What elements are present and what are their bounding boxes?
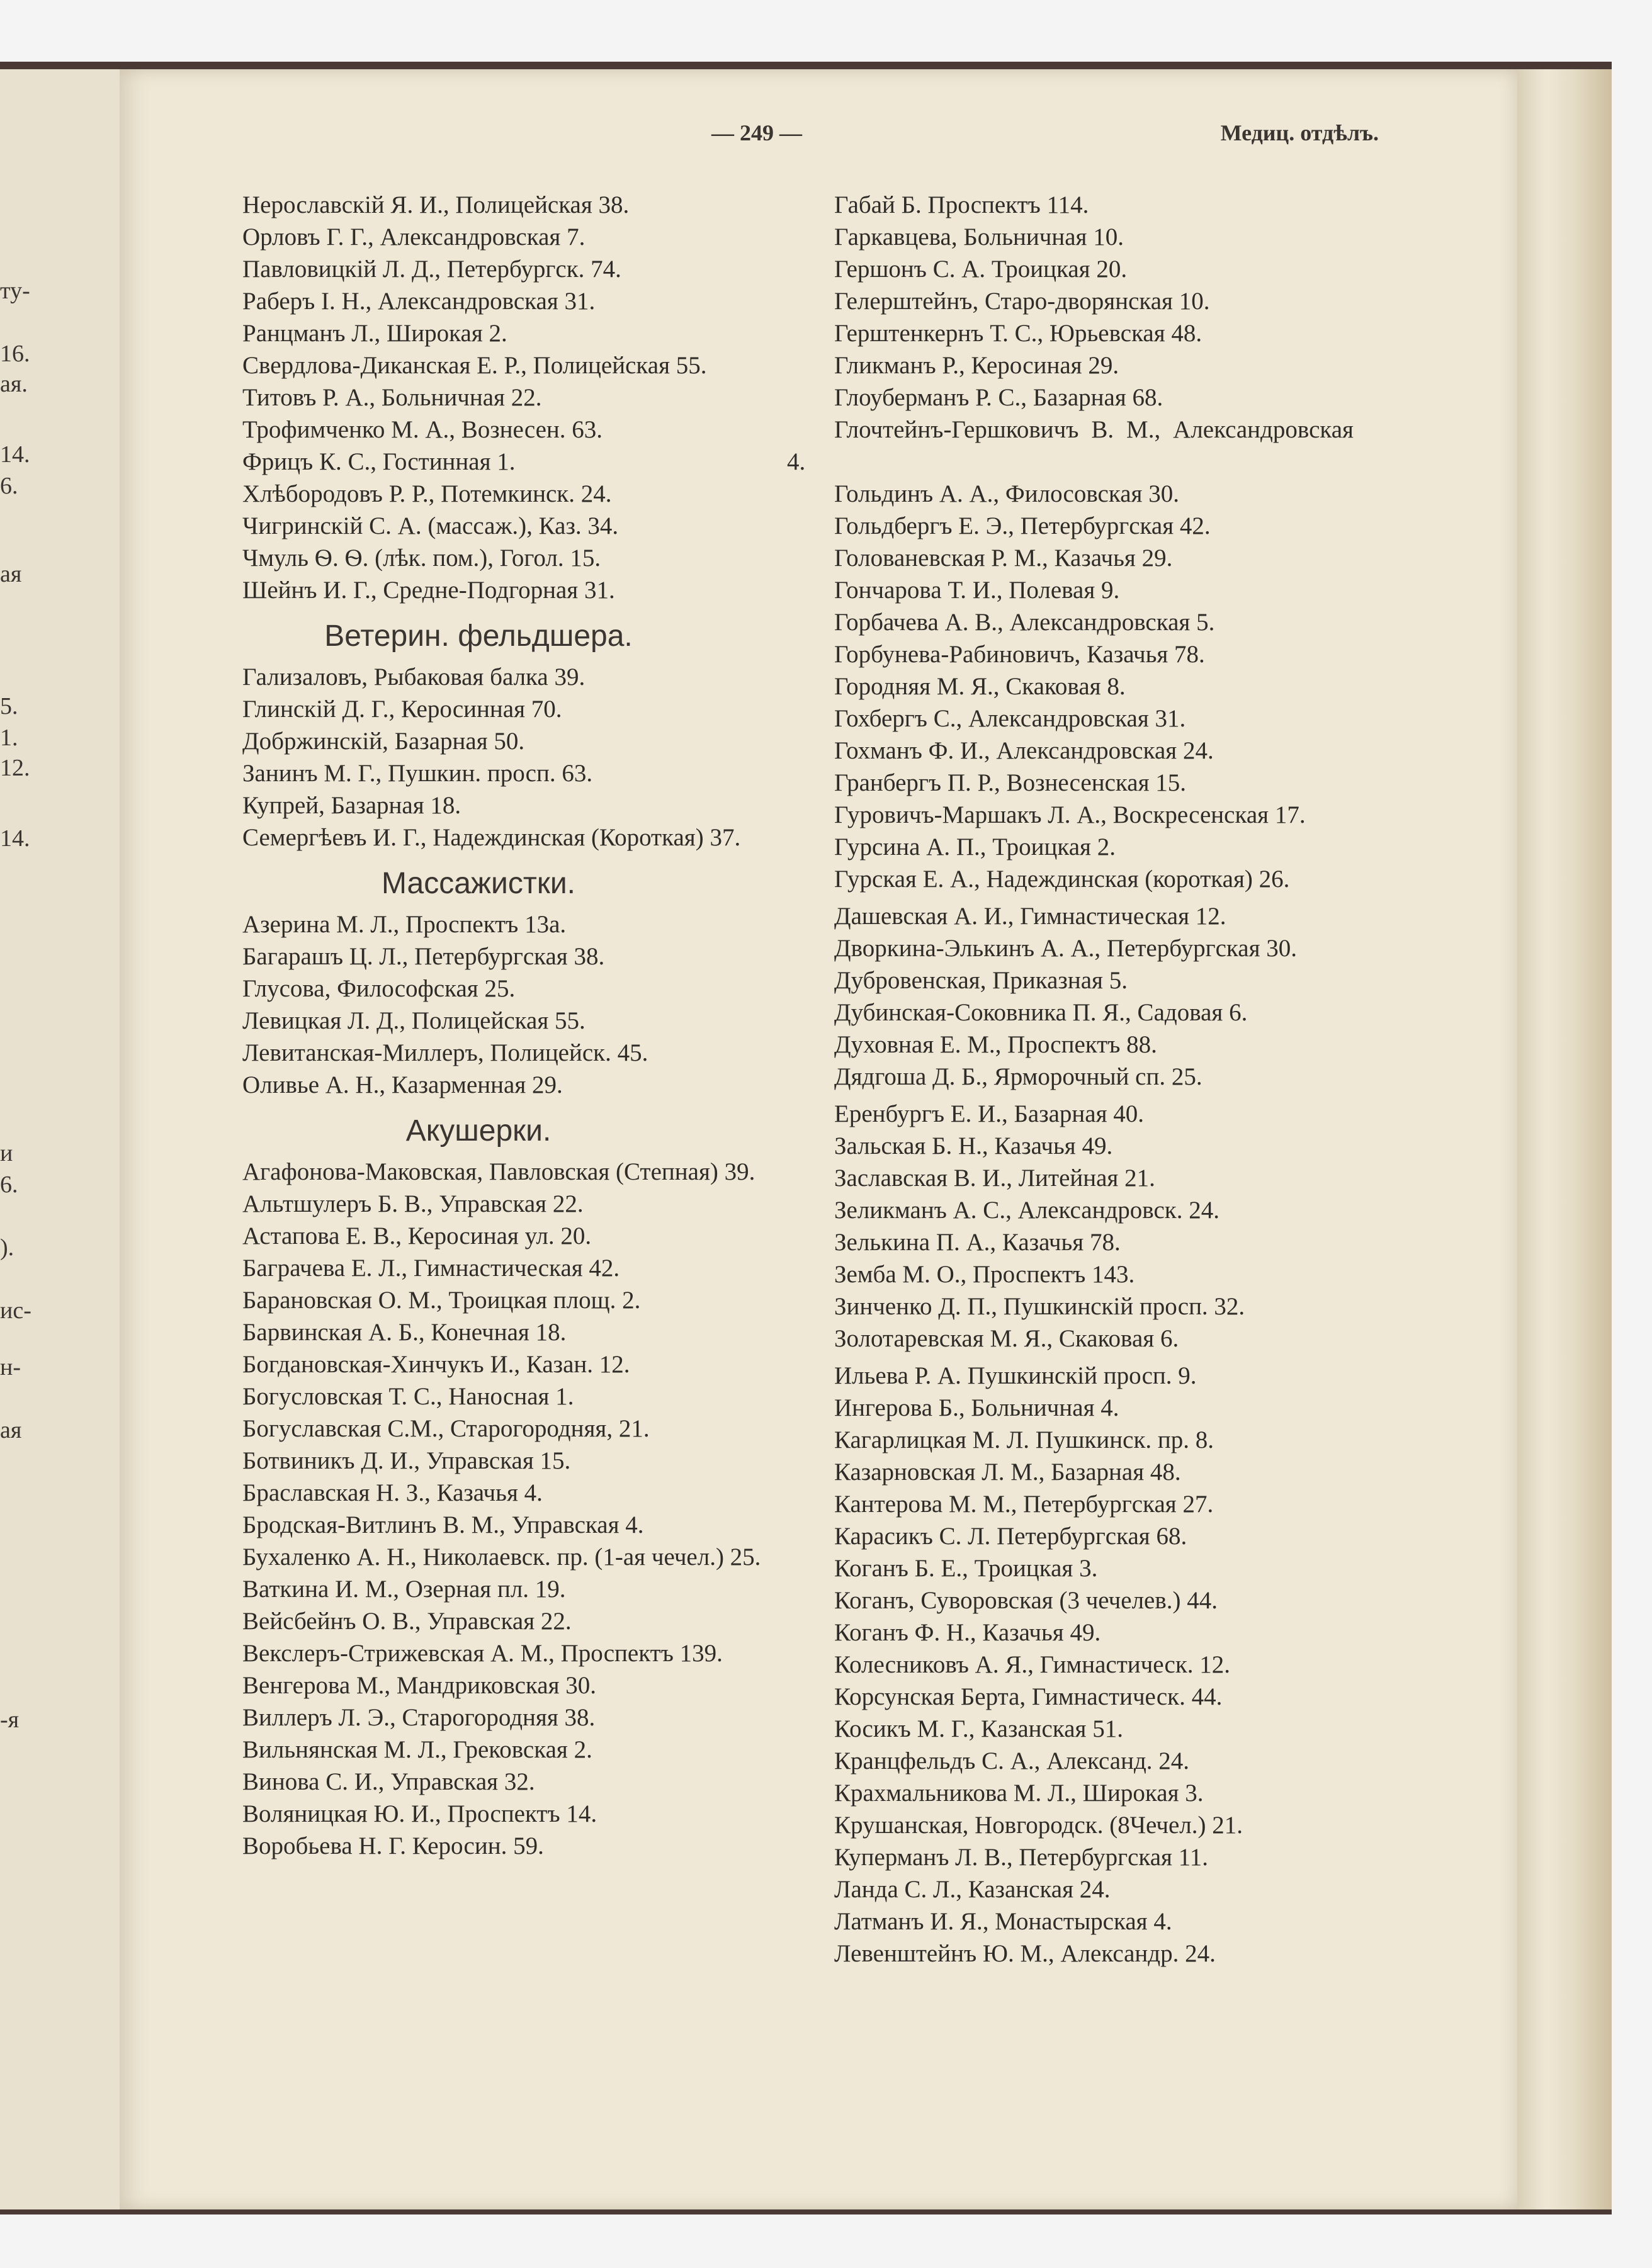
margin-fragment: ис- <box>0 1297 31 1324</box>
page-block-edge <box>1517 69 1612 2209</box>
entry-list <box>195 661 762 854</box>
directory-entry: Дворкина-Элькинъ А. А., Петербургская 30. <box>834 935 1298 962</box>
directory-entry: Гелерштейнъ, Старо-дворянская 10. <box>834 288 1210 315</box>
directory-entry: Корсунская Берта, Гимнастическ. 44. <box>834 1683 1223 1710</box>
entry-list <box>195 908 762 1101</box>
group-gap <box>787 1093 1354 1098</box>
directory-entry: Коганъ, Суворовская (3 чечелев.) 44. <box>834 1587 1218 1614</box>
directory-entry: Агафонова-Маковская, Павловская (Степная) 39. <box>242 1158 755 1185</box>
directory-entry: Зелькина П. А., Казачья 78. <box>834 1229 1121 1256</box>
margin-fragment: 1. <box>0 725 18 751</box>
directory-entry: Ингерова Б., Больничная 4. <box>834 1394 1119 1421</box>
directory-entry: Браславская Н. З., Казачья 4. <box>242 1479 543 1506</box>
directory-entry: Гохбергъ С., Александровская 31. <box>834 705 1186 732</box>
directory-entry: Багарашъ Ц. Л., Петербургская 38. <box>242 943 605 970</box>
entry-list <box>787 900 1354 1093</box>
directory-entry: Габай Б. Проспектъ 114. <box>834 191 1089 218</box>
directory-entry: Глусова, Философская 25. <box>242 975 516 1002</box>
directory-entry: Гохманъ Ф. И., Александровская 24. <box>834 737 1214 764</box>
directory-entry: Орловъ Г. Г., Александровская 7. <box>242 223 586 251</box>
directory-entry: Гранбергъ П. Р., Вознесенская 15. <box>834 769 1187 796</box>
directory-entry: Зальская Б. Н., Казачья 49. <box>834 1132 1113 1159</box>
margin-fragment: 5. <box>0 693 18 719</box>
page-header <box>120 120 1517 157</box>
directory-entry: Гурсина А. П., Троицкая 2. <box>834 833 1116 860</box>
directory-entry: Кранцфельдъ С. А., Александ. 24. <box>834 1747 1190 1774</box>
directory-entry: Бродская-Витлинъ В. М., Управская 4. <box>242 1511 644 1538</box>
section-heading-midwives: Акушерки. <box>405 1114 552 1148</box>
directory-entry: Латманъ И. Я., Монастырская 4. <box>834 1908 1172 1935</box>
directory-entry: Городняя М. Я., Скаковая 8. <box>834 673 1126 700</box>
directory-entry: Воробьева Н. Г. Керосин. 59. <box>242 1832 544 1859</box>
entry-list <box>195 1156 762 1862</box>
directory-entry: Голованевская Р. М., Казачья 29. <box>834 544 1173 572</box>
entry-list <box>787 1098 1354 1355</box>
margin-fragment: ). <box>0 1234 14 1261</box>
directory-entry: Вильнянская М. Л., Грековская 2. <box>242 1736 592 1763</box>
directory-entry: Земба М. О., Проспектъ 143. <box>834 1261 1135 1288</box>
directory-entry: Титовъ Р. А., Больничная 22. <box>242 384 542 411</box>
margin-fragment: 16. <box>0 341 30 367</box>
directory-entry: Чмуль Ѳ. Ѳ. (лѣк. пом.), Гогол. 15. <box>242 544 601 572</box>
margin-fragment: ая. <box>0 371 28 397</box>
directory-entry: Шейнъ И. Г., Средне-Подгорная 31. <box>242 577 615 604</box>
section-heading-vet: Ветерин. фельдшера. <box>324 619 633 653</box>
directory-entry: Добржинскій, Базарная 50. <box>242 728 525 755</box>
book-page <box>120 69 1517 2209</box>
directory-entry: Герштенкернъ Т. С., Юрьевская 48. <box>834 320 1202 347</box>
page-number: — 249 — <box>711 120 802 145</box>
directory-entry: Глоуберманъ Р. С., Базарная 68. <box>834 384 1163 411</box>
directory-entry: Венгерова М., Мандриковская 30. <box>242 1672 597 1699</box>
directory-entry: Левитанская-Миллеръ, Полицейск. 45. <box>242 1039 648 1066</box>
directory-entry: Векслеръ-Стрижевская А. М., Проспектъ 139. <box>242 1640 723 1667</box>
directory-entry: Куперманъ Л. В., Петербургская 11. <box>834 1844 1209 1871</box>
directory-entry: Винова С. И., Управская 32. <box>242 1768 535 1795</box>
directory-entry: Нерославскій Я. И., Полицейская 38. <box>242 191 630 218</box>
directory-entry: Гершонъ С. А. Троицкая 20. <box>834 256 1128 283</box>
margin-fragment: и <box>0 1140 13 1166</box>
margin-fragment: 6. <box>0 473 18 499</box>
directory-entry: Вейсбейнъ О. В., Управская 22. <box>242 1608 572 1635</box>
margin-fragment: ая <box>0 1417 22 1443</box>
directory-entry: Занинъ М. Г., Пушкин. просп. 63. <box>242 760 593 787</box>
directory-entry: Гуровичъ-Маршакъ Л. А., Воскресенская 17. <box>834 801 1306 828</box>
margin-fragment: 12. <box>0 755 30 781</box>
directory-entry: Духовная Е. М., Проспектъ 88. <box>834 1031 1157 1058</box>
section-title: Медиц. отдѣлъ. <box>1220 120 1379 145</box>
directory-entry: Чигринскій С. А. (массаж.), Каз. 34. <box>242 512 619 539</box>
entry-list <box>787 189 1354 895</box>
group-gap <box>787 1355 1354 1360</box>
directory-entry: Левенштейнъ Ю. М., Александр. 24. <box>834 1940 1216 1967</box>
group-gap <box>787 895 1354 900</box>
directory-entry: Дубинская-Соковника П. Я., Садовая 6. <box>834 999 1248 1026</box>
directory-entry: Колесниковъ А. Я., Гимнастическ. 12. <box>834 1651 1231 1678</box>
directory-entry: Ланда С. Л., Казанская 24. <box>834 1876 1111 1903</box>
directory-entry: Гольдбергъ Е. Э., Петербургская 42. <box>834 512 1211 539</box>
directory-entry: Купрей, Базарная 18. <box>242 792 461 819</box>
directory-entry: Горбунева-Рабиновичъ, Казачья 78. <box>834 641 1205 668</box>
left-page-edge <box>0 69 121 2209</box>
directory-entry: Ранцманъ Л., Широкая 2. <box>242 320 507 347</box>
directory-entry: Глинскій Д. Г., Керосинная 70. <box>242 696 562 723</box>
directory-entry: Раберъ І. Н., Александровская 31. <box>242 288 596 315</box>
directory-entry: Дашевская А. И., Гимнастическая 12. <box>834 903 1226 930</box>
directory-entry: Павловицкій Л. Д., Петербургск. 74. <box>242 256 621 283</box>
directory-entry: Барановская О. М., Троицкая площ. 2. <box>242 1287 641 1314</box>
section-heading-massage: Массажистки. <box>382 867 575 900</box>
directory-entry: Глочтейнъ-Гершковичъ В. М., Александровская 4. <box>787 416 1354 475</box>
directory-entry: Крахмальникова М. Л., Широкая 3. <box>834 1780 1204 1807</box>
directory-entry: Бухаленко А. Н., Николаевск. пр. (1-ая чечел.) 25. <box>242 1543 761 1571</box>
margin-fragment: 6. <box>0 1171 18 1198</box>
directory-entry: Виллеръ Л. Э., Старогородняя 38. <box>242 1704 596 1731</box>
directory-entry: Косикъ М. Г., Казанская 51. <box>834 1715 1123 1742</box>
directory-entry: Свердлова-Диканская Е. Р., Полицейская 55. <box>242 352 707 379</box>
directory-entry: Богусловская Т. С., Наносная 1. <box>242 1383 574 1410</box>
directory-entry: Ильева Р. А. Пушкинскій просп. 9. <box>834 1362 1197 1389</box>
directory-entry: Гончарова Т. И., Полевая 9. <box>834 577 1120 604</box>
directory-entry: Астапова Е. В., Керосиная ул. 20. <box>242 1222 592 1250</box>
directory-entry: Гликманъ Р., Керосиная 29. <box>834 352 1119 379</box>
margin-fragment: 14. <box>0 825 30 852</box>
margin-fragment: 14. <box>0 441 30 468</box>
directory-entry: Кагарлицкая М. Л. Пушкинск. пр. 8. <box>834 1426 1214 1453</box>
directory-entry: Коганъ Б. Е., Троицкая 3. <box>834 1555 1098 1582</box>
directory-entry: Гольдинъ А. А., Филосовская 30. <box>834 480 1179 507</box>
directory-entry: Воляницкая Ю. И., Проспектъ 14. <box>242 1800 597 1827</box>
directory-entry: Богдановская-Хинчукъ И., Казан. 12. <box>242 1351 630 1378</box>
margin-fragment: н- <box>0 1354 21 1380</box>
directory-entry: Зеликманъ А. С., Александровск. 24. <box>834 1197 1219 1224</box>
directory-entry: Казарновская Л. М., Базарная 48. <box>834 1458 1181 1486</box>
left-margin-fragments <box>0 69 120 2209</box>
directory-entry: Гализаловъ, Рыбаковая балка 39. <box>242 663 586 691</box>
directory-entry: Горбачева А. В., Александровская 5. <box>834 609 1215 636</box>
directory-entry: Богуславская С.М., Старогородняя, 21. <box>242 1415 650 1442</box>
directory-entry: Ваткина И. М., Озерная пл. 19. <box>242 1576 566 1603</box>
margin-fragment: ая <box>0 561 22 587</box>
directory-entry: Трофимченко М. А., Вознесен. 63. <box>242 416 603 443</box>
directory-entry: Ботвиникъ Д. И., Управская 15. <box>242 1447 571 1474</box>
entry-list <box>195 189 762 606</box>
directory-entry: Азерина М. Л., Проспектъ 13а. <box>242 911 567 938</box>
directory-entry: Заславская В. И., Литейная 21. <box>834 1165 1155 1192</box>
directory-entry: Хлѣбородовъ Р. Р., Потемкинск. 24. <box>242 480 612 507</box>
directory-entry: Еренбургъ Е. И., Базарная 40. <box>834 1100 1145 1127</box>
directory-entry: Альтшулеръ Б. В., Управская 22. <box>242 1190 584 1217</box>
directory-entry: Гаркавцева, Больничная 10. <box>834 223 1124 251</box>
entry-list <box>787 1360 1354 1970</box>
directory-entry: Карасикъ С. Л. Петербургская 68. <box>834 1523 1187 1550</box>
directory-entry: Семергѣевъ И. Г., Надеждинская (Короткая) 37. <box>242 824 741 851</box>
directory-entry: Дубровенская, Приказная 5. <box>834 967 1128 994</box>
directory-entry: Золотаревская М. Я., Скаковая 6. <box>834 1325 1179 1352</box>
directory-entry: Крушанская, Новгородск. (8Чечел.) 21. <box>834 1812 1243 1839</box>
directory-entry: Зинченко Д. П., Пушкинскій просп. 32. <box>834 1293 1245 1320</box>
directory-entry: Барвинская А. Б., Конечная 18. <box>242 1319 567 1346</box>
directory-entry: Оливье А. Н., Казарменная 29. <box>242 1071 563 1098</box>
directory-entry: Кантерова М. М., Петербургская 27. <box>834 1491 1214 1518</box>
directory-entry: Баграчева Е. Л., Гимнастическая 42. <box>242 1255 620 1282</box>
margin-fragment: -я <box>0 1707 20 1733</box>
left-column <box>195 189 762 1862</box>
directory-entry: Фрицъ К. С., Гостинная 1. <box>242 448 516 475</box>
margin-fragment: ту- <box>0 278 30 304</box>
directory-entry: Левицкая Л. Д., Полицейская 55. <box>242 1007 586 1034</box>
right-column <box>787 189 1354 1970</box>
directory-entry: Гурская Е. А., Надеждинская (короткая) 26. <box>834 866 1290 893</box>
directory-entry: Коганъ Ф. Н., Казачья 49. <box>834 1619 1101 1646</box>
directory-entry: Дядгоша Д. Б., Ярморочный сп. 25. <box>834 1063 1202 1090</box>
